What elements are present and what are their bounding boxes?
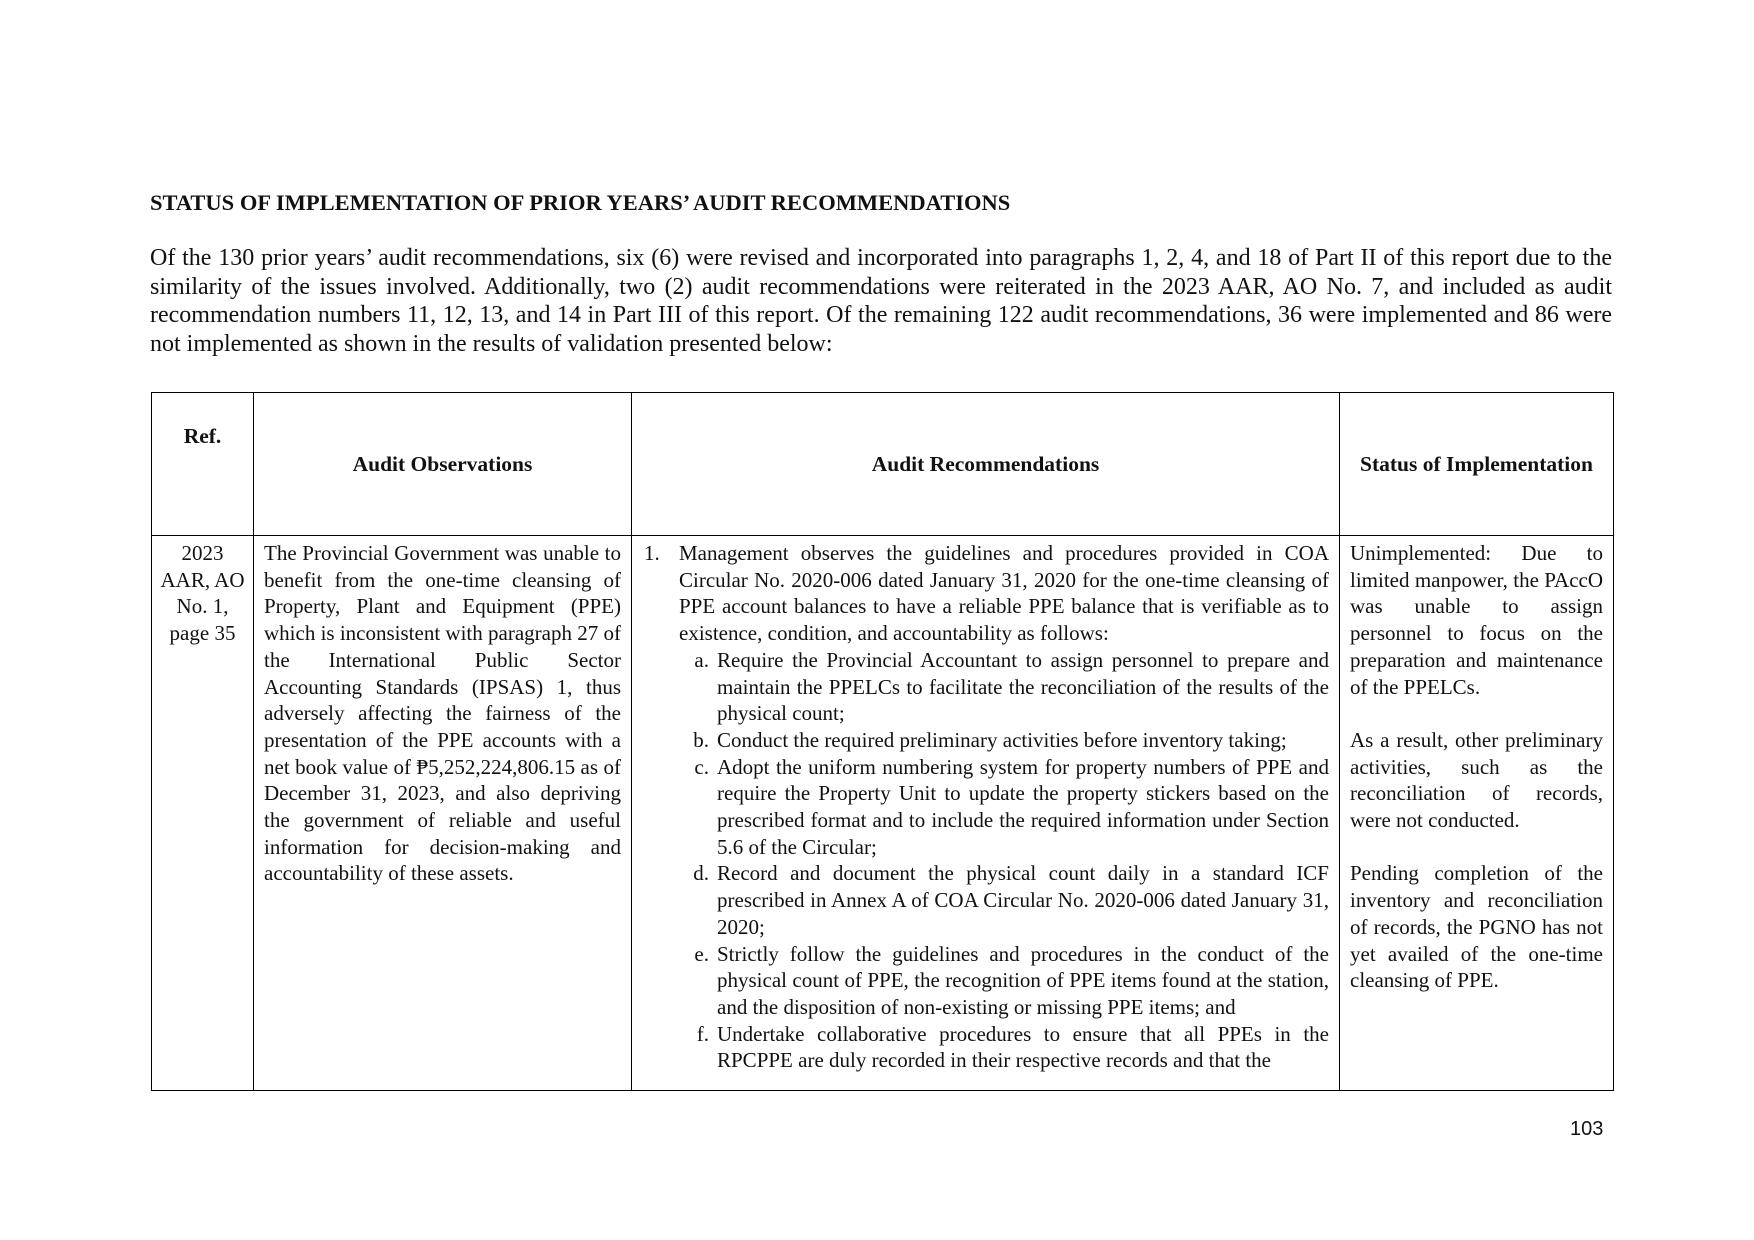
sub-item-text: Record and document the physical count daily in a standard ICF prescribed in Annex A of COA Circular No. 2020-006 dated January 31, 2020; (717, 861, 1329, 939)
sub-item-letter: d. (693, 861, 709, 886)
page-title: STATUS OF IMPLEMENTATION OF PRIOR YEARS’ AUDIT RECOMMENDATIONS (150, 190, 1011, 215)
sub-item-text: Require the Provincial Accountant to assign personnel to prepare and maintain the PPELCs to facilitate the reconciliation of the results of the physical count; (717, 647, 1329, 726)
observation-cell: The Provincial Government was unable to benefit from the one-time cleansing of Property, Plant and Equipment (PPE) which is inconsistent with paragraph 27 of the International Public Sector Accounting Standards (IPSAS) 1, thus adversely affecting the fairness of the presentation of the PPE accounts with a net book value of ₱5,252,224,806.15 as of December 31, 2023, and also depriving the government of reliable and useful information for decision-making and accountability of these assets. (254, 536, 632, 1091)
header-status-of-implementation: Status of Implementation (1340, 393, 1614, 536)
recommendation-sub-item-d (679, 860, 1329, 940)
page-number: 103 (1570, 1118, 1604, 1140)
recommendation-number: 1. (644, 541, 660, 565)
recommendation-sub-item-a (679, 647, 1329, 727)
sub-item-text: Strictly follow the guidelines and procedures in the conduct of the physical count of PPE, the recognition of PPE items found at the station, and the disposition of non-existing or missing PPE items; and (717, 941, 1329, 1019)
sub-item-letter: a. (694, 647, 709, 672)
recommendation-sub-item-b (679, 727, 1329, 754)
audit-recommendations-table (151, 392, 1614, 1091)
status-cell (1340, 536, 1614, 1091)
sub-item-letter: b. (693, 727, 709, 752)
recommendation-text: Management observes the guidelines and procedures provided in COA Circular No. 2020-006 dated January 31, 2020 for the one-time cleansing of PPE account balances to have a reliable PPE balance that is verifiable as to existence, condition, and accountability as follows: (679, 541, 1329, 646)
header-ref: Ref. (152, 393, 254, 536)
intro-paragraph: Of the 130 prior years’ audit recommendations, six (6) were revised and incorporated into paragraphs 1, 2, 4, and 18 of Part II of this report due to the similarity of the issues involved. Additionally, two (2) audit recommendations were reiterated in the 2023 AAR, AO No. 7, and included as audit recommendation numbers 11, 12, 13, and 14 in Part III of this report. Of the remaining 122 audit recommendations, 36 were implemented and 86 were not implemented as shown in the results of validation presented below: (150, 245, 1612, 358)
recommendation-item (644, 540, 1329, 1074)
status-paragraph: Pending completion of the inventory and reconciliation of records, the PGNO has not yet availed of the one-time cleansing of PPE. (1350, 861, 1603, 993)
sub-item-text: Adopt the uniform numbering system for property numbers of PPE and require the Property Unit to update the property stickers based on the prescribed format and to include the required information under Section 5.6 of the Circular; (717, 754, 1329, 859)
sub-item-letter: f. (696, 1021, 709, 1046)
ref-cell: 2023 AAR, AO No. 1, page 35 (152, 536, 254, 1091)
sub-item-letter: c. (694, 754, 709, 779)
recommendation-sub-item-c (679, 754, 1329, 861)
table-header-row (152, 393, 1614, 536)
sub-item-text: Conduct the required preliminary activities before inventory taking; (717, 727, 1287, 752)
recommendation-sub-list (679, 647, 1329, 1074)
status-paragraph: Unimplemented: Due to limited manpower, the PAccO was unable to assign personnel to focus on the preparation and maintenance of the PPELCs. (1350, 541, 1603, 699)
header-audit-observations: Audit Observations (254, 393, 632, 536)
sub-item-text: Undertake collaborative procedures to ensure that all PPEs in the RPCPPE are duly recorded in their respective records and that the (717, 1021, 1329, 1073)
recommendation-sub-item-e (679, 941, 1329, 1021)
header-audit-recommendations: Audit Recommendations (632, 393, 1340, 536)
recommendation-sub-item-f (679, 1021, 1329, 1074)
sub-item-letter: e. (694, 941, 709, 966)
status-paragraph: As a result, other preliminary activities, such as the reconciliation of records, were not conducted. (1350, 727, 1603, 833)
table-row (152, 536, 1614, 1091)
recommendation-cell (632, 536, 1340, 1091)
